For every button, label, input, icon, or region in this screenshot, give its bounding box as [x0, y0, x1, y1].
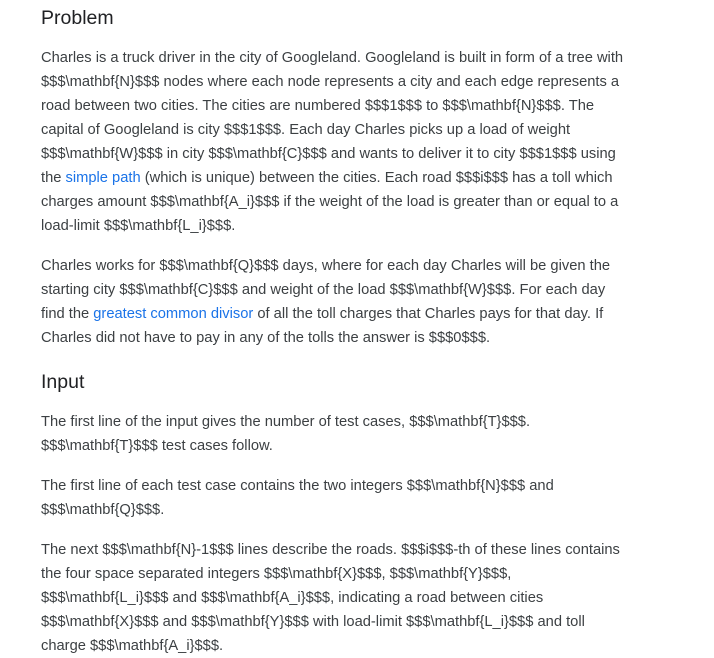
text-line: Charles works for $$$\mathbf{Q}$$$ days, where for each day Charles will be given the: [41, 258, 611, 274]
simple-path-link[interactable]: simple path: [65, 170, 141, 186]
input-heading: Input: [41, 371, 85, 393]
input-paragraph-3: [41, 538, 701, 658]
problem-paragraph-1: [41, 46, 701, 238]
text-line: road between two cities. The cities are numbered $$$1$$$ to $$$\mathbf{N}$$$. The: [41, 98, 595, 114]
text-line: $$$\mathbf{N}$$$ nodes where each node represents a city and each edge represents a: [41, 74, 620, 90]
text-line: charges amount $$$\mathbf{A_i}$$$ if the weight of the load is greater than or equal to a: [41, 194, 619, 210]
text-line: load-limit $$$\mathbf{L_i}$$$.: [41, 218, 236, 234]
greatest-common-divisor-link[interactable]: greatest common divisor: [93, 306, 254, 322]
text-line: The first line of each test case contains the two integers $$$\mathbf{N}$$$ and: [41, 478, 554, 494]
text-segment: the: [41, 170, 66, 186]
text-line: The first line of the input gives the number of test cases, $$$\mathbf{T}$$$.: [41, 414, 531, 430]
text-segment: find the: [41, 306, 94, 322]
text-line: $$$\mathbf{Q}$$$.: [41, 502, 165, 518]
text-line: starting city $$$\mathbf{C}$$$ and weight of the load $$$\mathbf{W}$$$. For each day: [41, 282, 606, 298]
text-line: the four space separated integers $$$\mathbf{X}$$$, $$$\mathbf{Y}$$$,: [41, 566, 512, 582]
text-segment: of all the toll charges that Charles pays for that day. If: [253, 306, 604, 322]
text-line: capital of Googleland is city $$$1$$$. Each day Charles picks up a load of weight: [41, 122, 571, 138]
problem-paragraph-2: [41, 254, 701, 350]
text-line: Charles is a truck driver in the city of Googleland. Googleland is built in form of a tree with: [41, 50, 624, 66]
input-paragraph-1: [41, 410, 701, 458]
text-line: $$$\mathbf{L_i}$$$ and $$$\mathbf{A_i}$$$, indicating a road between cities: [41, 590, 544, 606]
input-paragraph-2: [41, 474, 701, 522]
text-line: [41, 166, 701, 190]
text-line: Charles did not have to pay in any of the tolls the answer is $$$0$$$.: [41, 330, 491, 346]
text-line: [41, 302, 701, 326]
text-line: $$$\mathbf{W}$$$ in city $$$\mathbf{C}$$$ and wants to deliver it to city $$$1$$$ using: [41, 146, 616, 162]
text-line: $$$\mathbf{X}$$$ and $$$\mathbf{Y}$$$ with load-limit $$$\mathbf{L_i}$$$ and toll: [41, 614, 585, 630]
text-line: The next $$$\mathbf{N}-1$$$ lines describe the roads. $$$i$$$-th of these lines contains: [41, 542, 620, 558]
text-segment: (which is unique) between the cities. Each road $$$i$$$ has a toll which: [140, 170, 613, 186]
text-line: $$$\mathbf{T}$$$ test cases follow.: [41, 438, 273, 454]
problem-heading: Problem: [41, 7, 114, 29]
text-line: charge $$$\mathbf{A_i}$$$.: [41, 638, 224, 654]
